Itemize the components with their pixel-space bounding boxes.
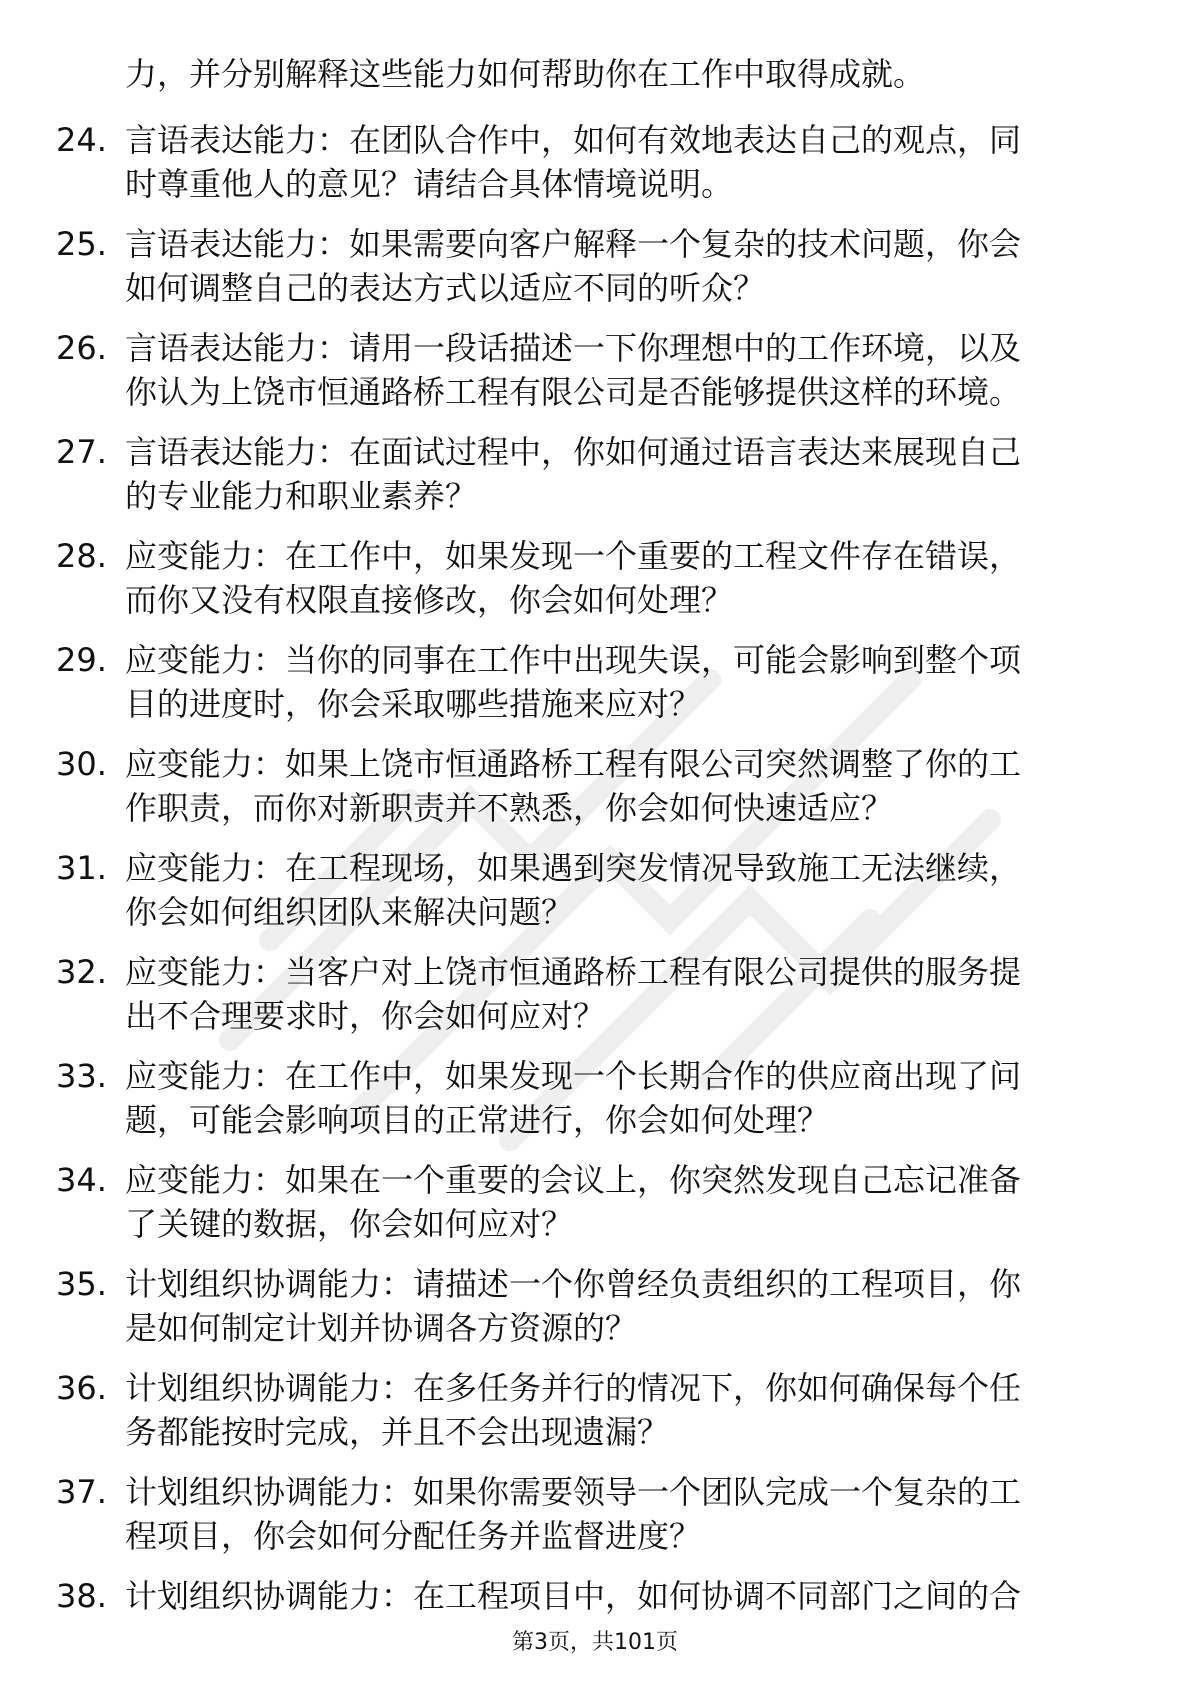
question-line: 出不合理要求时，你会如何应对？	[125, 997, 606, 1035]
list-item	[0, 950, 1190, 1038]
question-line: 了关键的数据，你会如何应对？	[125, 1205, 574, 1243]
question-number: 28.	[56, 537, 107, 575]
question-number: 24.	[56, 121, 107, 159]
list-item	[0, 638, 1190, 726]
list-item	[0, 1366, 1190, 1454]
list-item	[0, 118, 1190, 206]
question-number: 31.	[56, 849, 107, 887]
question-number: 32.	[56, 953, 107, 991]
question-line: 言语表达能力：在面试过程中，你如何通过语言表达来展现自己	[125, 433, 1022, 471]
question-line: 如何调整自己的表达方式以适应不同的听众？	[125, 269, 766, 307]
question-line: 应变能力：如果上饶市恒通路桥工程有限公司突然调整了你的工	[125, 745, 1022, 783]
list-item	[0, 534, 1190, 622]
question-text	[125, 1262, 1105, 1350]
question-number: 34.	[56, 1161, 107, 1199]
question-text	[125, 846, 1105, 934]
question-text	[125, 1054, 1105, 1142]
question-line: 应变能力：在工程现场，如果遇到突发情况导致施工无法继续，	[125, 849, 1022, 887]
continued-question-line: 力，并分别解释这些能力如何帮助你在工作中取得成就。	[125, 55, 926, 93]
question-number: 30.	[56, 745, 107, 783]
question-line: 应变能力：当你的同事在工作中出现失误，可能会影响到整个项	[125, 641, 1022, 679]
question-line: 题，可能会影响项目的正常进行，你会如何处理？	[125, 1101, 830, 1139]
question-number: 27.	[56, 433, 107, 471]
question-line: 计划组织协调能力：在工程项目中，如何协调不同部门之间的合	[125, 1577, 1022, 1615]
question-text	[125, 742, 1105, 830]
question-line: 务都能按时完成，并且不会出现遗漏？	[125, 1413, 670, 1451]
question-text	[125, 118, 1105, 206]
question-number: 38.	[56, 1577, 107, 1615]
question-line: 计划组织协调能力：如果你需要领导一个团队完成一个复杂的工	[125, 1473, 1022, 1511]
question-number: 33.	[56, 1057, 107, 1095]
question-line: 是如何制定计划并协调各方资源的？	[125, 1309, 638, 1347]
question-text	[125, 1470, 1105, 1558]
list-item	[0, 1054, 1190, 1142]
question-line: 时尊重他人的意见？请结合具体情境说明。	[125, 165, 734, 203]
list-item	[0, 742, 1190, 830]
question-text	[125, 638, 1105, 726]
page-footer: 第3页，共101页	[512, 1630, 678, 1655]
list-item	[0, 430, 1190, 518]
question-number: 25.	[56, 225, 107, 263]
question-line: 程项目，你会如何分配任务并监督进度？	[125, 1517, 702, 1555]
list-item	[0, 1158, 1190, 1246]
question-number: 29.	[56, 641, 107, 679]
question-text	[125, 326, 1105, 414]
question-number: 26.	[56, 329, 107, 367]
question-text	[125, 950, 1105, 1038]
question-line: 应变能力：在工作中，如果发现一个重要的工程文件存在错误，	[125, 537, 1022, 575]
question-line: 你认为上饶市恒通路桥工程有限公司是否能够提供这样的环境。	[125, 373, 1022, 411]
question-text	[125, 430, 1105, 518]
question-line: 应变能力：在工作中，如果发现一个长期合作的供应商出现了问	[125, 1057, 1022, 1095]
question-line: 而你又没有权限直接修改，你会如何处理？	[125, 581, 734, 619]
question-line: 作职责，而你对新职责并不熟悉，你会如何快速适应？	[125, 789, 894, 827]
question-line: 应变能力：如果在一个重要的会议上，你突然发现自己忘记准备	[125, 1161, 1022, 1199]
list-item	[0, 846, 1190, 934]
question-line: 的专业能力和职业素养？	[125, 477, 478, 515]
question-line: 言语表达能力：如果需要向客户解释一个复杂的技术问题，你会	[125, 225, 1022, 263]
question-list	[0, 118, 1190, 1678]
question-text	[125, 222, 1105, 310]
question-line: 计划组织协调能力：在多任务并行的情况下，你如何确保每个任	[125, 1369, 1022, 1407]
question-text	[125, 1158, 1105, 1246]
question-line: 言语表达能力：在团队合作中，如何有效地表达自己的观点，同	[125, 121, 1022, 159]
question-number: 37.	[56, 1473, 107, 1511]
question-line: 言语表达能力：请用一段话描述一下你理想中的工作环境，以及	[125, 329, 1022, 367]
list-item	[0, 1262, 1190, 1350]
question-text	[125, 534, 1105, 622]
question-line: 目的进度时，你会采取哪些措施来应对？	[125, 685, 702, 723]
question-number: 35.	[56, 1265, 107, 1303]
question-line: 应变能力：当客户对上饶市恒通路桥工程有限公司提供的服务提	[125, 953, 1022, 991]
question-line: 计划组织协调能力：请描述一个你曾经负责组织的工程项目，你	[125, 1265, 1022, 1303]
question-text	[125, 1366, 1105, 1454]
list-item	[0, 1470, 1190, 1558]
list-item	[0, 222, 1190, 310]
question-text	[125, 1574, 1105, 1618]
question-line: 你会如何组织团队来解决问题？	[125, 893, 574, 931]
list-item	[0, 326, 1190, 414]
question-number: 36.	[56, 1369, 107, 1407]
